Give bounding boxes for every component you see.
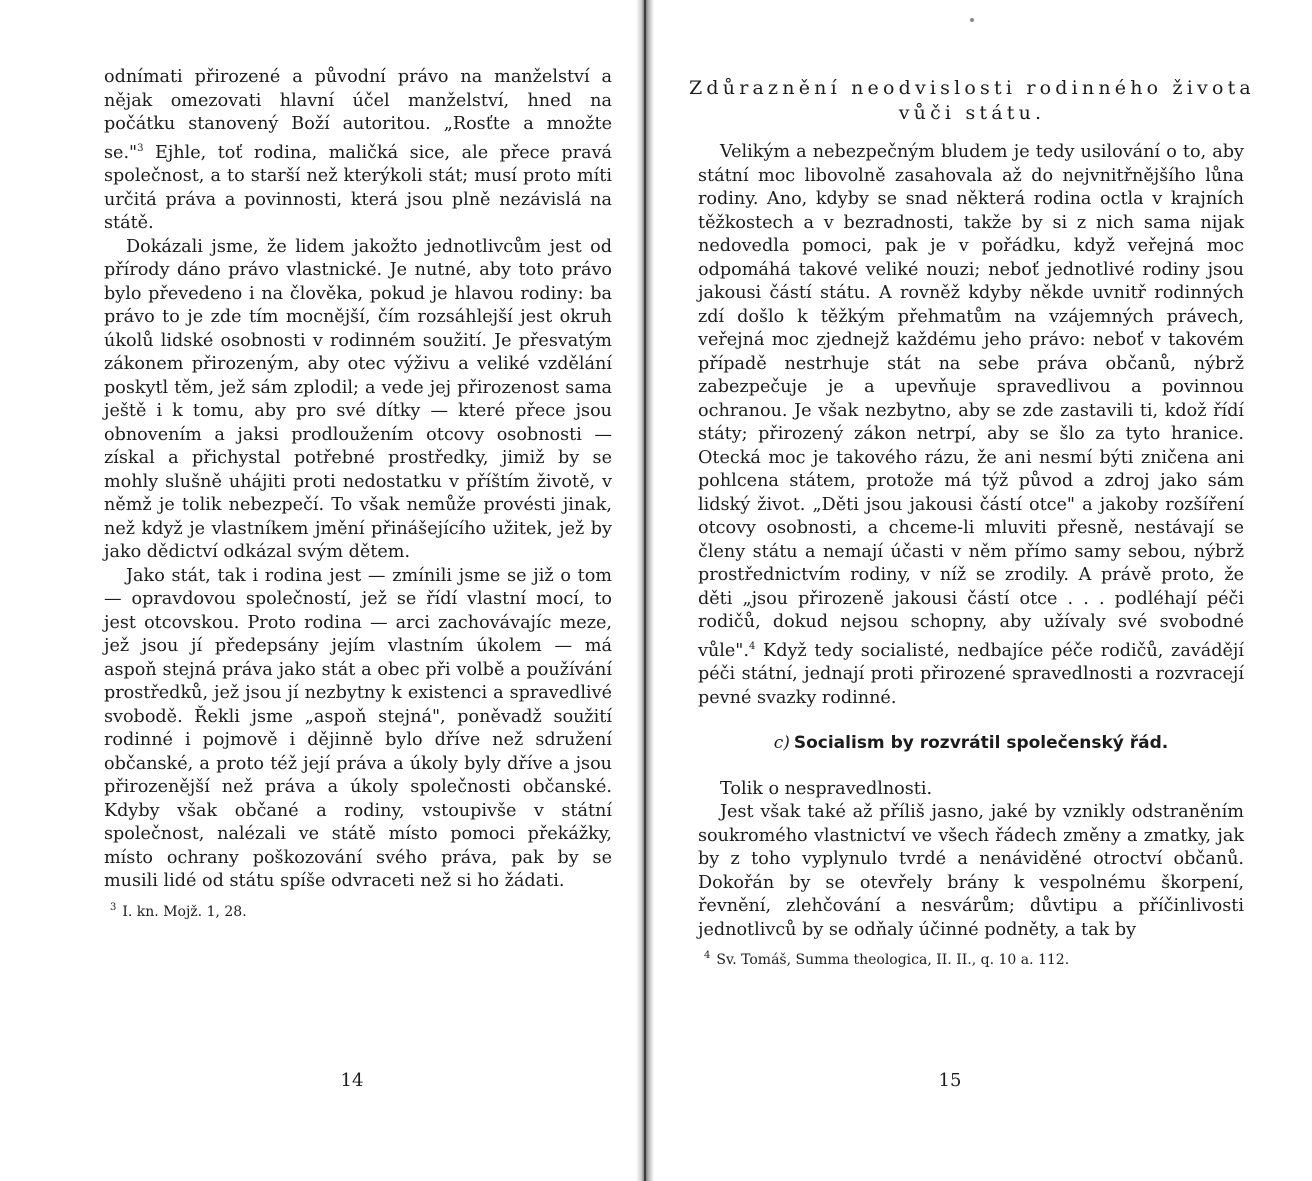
footnote-ref-4: 4 xyxy=(749,640,756,652)
right-paragraph-1: Velikým a nebezpečným bludem je tedy usilování o to, aby státní moc libovolně zasahovala až do nejvnitřnějšího lůna rodiny. Ano, kdyby se snad některá rodina octla v krajních těžkostech a v bezradnosti, takže by si z nich sama nijak nedovedla pomoci, pak je v pořádku, když veřejná moc odpomáhá takové veliké nouzi; neboť jednotlivé rodiny jsou jakousi částí státu. A rovněž kdyby někde uvnitř rodinných zdí došlo k těžkým přehmatům na vzájemných právech, veřejná moc zjednejž každému jeho právo: neboť v takovém případě nestrhuje stát na sebe práva občanů, nýbrž zabezpečuje je a upevňuje spravedlivou a povinnou ochranou. Je však nezbytno, aby se zde zastavili ti, kdož řídí státy; přirozený zákon netrpí, aby se šlo za tyto hranice. Otecká moc je takového rázu, že ani nesmí býti zničena ani pohlcena státem, protože má týž původ a zdroj jako sám lidský život. „Děti jsou jakousi částí otce" a jakoby rozšíření otcovy osobnosti, a chceme-li mluviti přesně, nestávají se členy státu a nemají účasti v něm přímo samy sebou, nýbrž prostřednictvím rodiny, v níž se zrodily. A právě proto, že děti „jsou přirozeně jakousi částí otce . . . podléhají péči rodičů, dokud nejsou schopny, aby užívaly své svobodné vůle".$^4$ Když tedy socialisté, nedbajíce péče rodičů, zavádějí péči státní, jednají proti přirozené spravedlnosti a rozvracejí pevné svazky rodinné. xyxy=(698,142,1244,708)
right-paragraph-2: Tolik o nespravedlnosti. xyxy=(720,778,933,799)
print-speck xyxy=(970,18,974,22)
left-paragraph-1: odnímati přirozené a původní právo na manželství a nějak omezovati hlavní účel manželství, hned na počátku stanovený Boží autoritou. „Rosťte a množte se."$^3$ Ejhle, toť rodina, maličká sice, ale přece pravá společnost, a to starší než kterýkoli stát; musí proto míti určitá práva a povinnosti, která jsou plně nezávislá na státě. xyxy=(104,67,612,233)
subsection-letter: c) xyxy=(773,733,790,753)
page-number-left: 14 xyxy=(340,1070,364,1091)
right-text-block xyxy=(698,141,1244,970)
subsection-title: Socialism by rozvrátil společenský řád. xyxy=(793,733,1169,753)
footnote-text: I. kn. Mojž. 1, 28. xyxy=(122,903,247,920)
footnote-ref-3: 3 xyxy=(137,142,144,154)
left-footnote xyxy=(104,898,612,922)
footnote-marker: 4 xyxy=(704,950,711,961)
right-paragraph-3: Jest však také až příliš jasno, jaké by vznikly odstraněním soukromého vlastnictví ve všech řádech změny a zmatky, jak by z toho vyplynulo tvrdé a nenáviděné otroctví občanů. Dokořán by se otevřely brány k vespolnému škorpení, řevnění, zlehčování a nesvárům; důvtipu a příčinlivosti jednotlivců by se odňaly účinné podněty, a tak by xyxy=(698,802,1244,940)
left-paragraph-3: Jako stát, tak i rodina jest — zmínili jsme se již o tom — opravdovou společností, jež se řídí vlastní mocí, to jest otcovskou. Proto rodina — arci zachovávajíc meze, jež jsou jí předepsány jejím vlastním úkolem — má aspoň stejná práva jako stát a obec při volbě a používání prostředků, jež jsou jí nezbytny k existenci a spravedlivé svobodě. Řekli jsme „aspoň stejná", poněvadž soužití rodinné i pojmově i dějinně bylo dříve než sdružení občanské, a proto též její práva a úkoly byly dříve a jsou přirozenější než práva a úkoly společnosti občanské. Kdyby však občané a rodiny, vstoupivše v státní společnost, nalézali ve státě místo pomoci překážky, místo ochrany poškozování svého práva, pak by se musili lidé od státu spíše odvraceti než si ho žádati. xyxy=(104,565,612,891)
left-paragraph-2: Dokázali jsme, že lidem jakožto jednotlivcům jest od přírody dáno právo vlastnické. Je nutné, aby toto právo bylo převedeno i na člověka, pokud je hlavou rodiny: ba právo to je zde tím mocnější, čím rozsáhlejší jest okruh úkolů lidské osobnosti v rodinném soužití. Je přesvatým zákonem přirozeným, aby otec výživu a veliké vzdělání poskytl těm, jež sám zplodil; a vede jej přirozenost sama ještě i k tomu, aby pro své dítky — které přece jsou obnovením a jaksi prodloužením otcovy osobnosti — získal a přichystal potřebné prostředky, jimiž by se mohly slušně uhájiti proti nedostatku v příštím životě, v němž je tolik nebezpečí. To však nemůže provésti jinak, než když je vlastníkem jmění přinášejícího užitek, jež by jako dědictví odkázal svým dětem. xyxy=(104,236,612,562)
right-footnote xyxy=(698,946,1244,970)
footnote-marker: 3 xyxy=(110,901,117,913)
left-page xyxy=(0,0,640,1181)
left-text-block xyxy=(104,66,612,922)
right-page xyxy=(652,0,1312,1181)
page-number-right: 15 xyxy=(938,1070,962,1091)
book-crease xyxy=(644,0,646,1181)
footnote-text: Sv. Tomáš, Summa theologica, II. II., q. 10 a. 112. xyxy=(716,952,1070,968)
section-heading: Zdůraznění neodvislosti rodinného života vůči státu. xyxy=(689,77,1255,124)
subsection-heading xyxy=(698,732,1244,756)
